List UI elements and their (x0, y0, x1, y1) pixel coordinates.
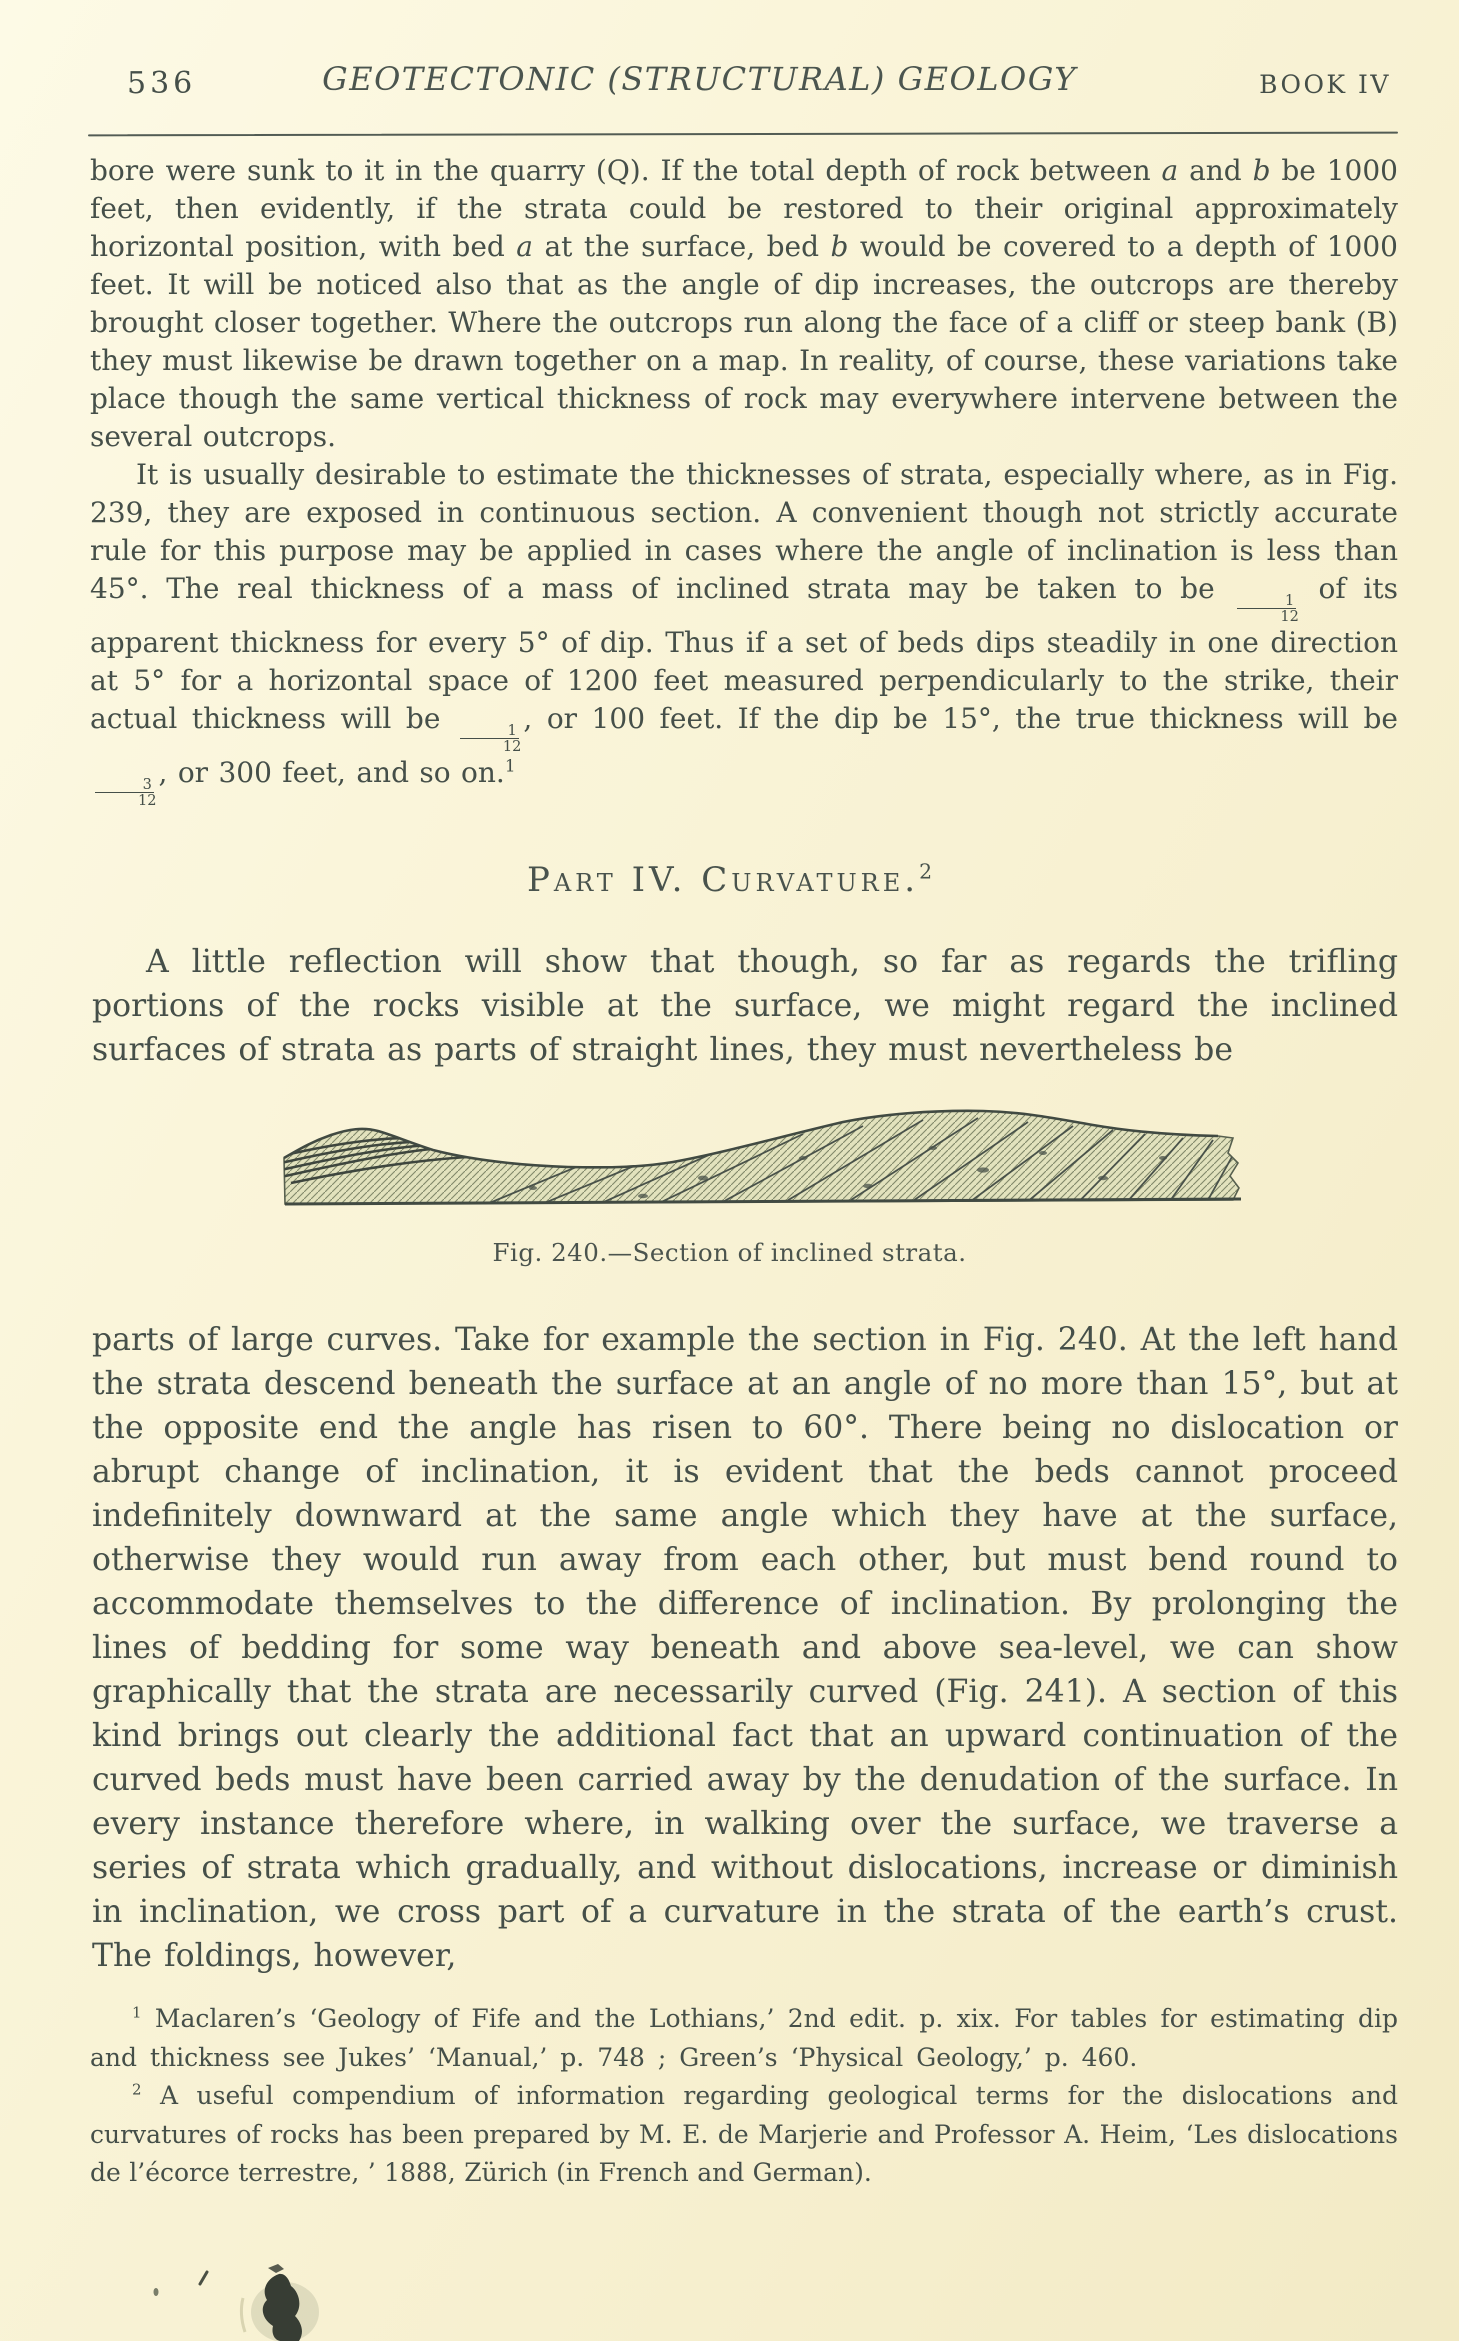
footnote-1: $^1$ Maclaren’s ‘Geology of Fife and the Lothians,’ 2nd edit. p. xix. For tables for estimating dip and thickness see Jukes’ ‘Manual,’ p. 748 ; Green’s ‘Physical Geology,’ p. 460. (90, 2003, 1398, 2072)
page-number: 536 (127, 66, 197, 101)
book-label: BOOK IV (1259, 70, 1391, 99)
main-text-section (92, 940, 1398, 1072)
paragraph: A little reflection will show that though, so far as regards the trifling portions of the rocks visible at the surface, we might regard the inclined surfaces of strata as parts of straight lines, they must nevertheless be (92, 944, 1398, 1068)
paragraph: It is usually desirable to estimate the thicknesses of strata, especially where, as in Fig. 239, they are exposed in continuous section. A convenient though not strictly accurate rule for this purpose may be applied in cases where the angle of inclination is less than 45°. The real thickness of a mass of inclined strata may be taken to be $\frac{1}{12}$ of its apparent thickness for every 5° of dip. Thus if a set of beds dips steadily in one direction at 5° for a horizontal space of 1200 feet measured perpendicularly to the strike, their actual thickness will be $\frac{1}{12}$ , or 100 feet. If the dip be 15°, the true thickness will be $\frac{3}{12}$ , or 300 feet, and so on.$^1$ (90, 458, 1398, 810)
small-type-section (90, 152, 1398, 808)
figure-240-section-of-inclined-strata (283, 1108, 1251, 1216)
main-text-section-2 (92, 1318, 1398, 1978)
running-title: GEOTECTONIC (STRUCTURAL) GEOLOGY (322, 60, 1077, 98)
header-rule (88, 132, 1398, 137)
footnote-2: $^2$ A useful compendium of information regarding geological terms for the dislocations and curvatures of rocks has been prepared by M. E. de Marjerie and Professor A. Heim, ‘Les dislocations de l’écorce terrestre, ’ 1888, Zürich (in French and German). (90, 2080, 1398, 2187)
ink-blot-artifact (140, 2262, 370, 2341)
figure-caption: Fig. 240.—Section of inclined strata. (492, 1238, 967, 1267)
part-heading: Part IV. Curvature.$^2$ (526, 859, 933, 900)
paragraph: bore were sunk to it in the quarry (Q). If the total depth of rock between a and b be 1000 feet, then evidently, if the strata could be restored to their original approximately horizontal position, with bed a at the surface, bed b would be covered to a depth of 1000 feet. It will be noticed also that as the angle of dip increases, the outcrops are thereby brought closer together. Where the outcrops run along the face of a cliff or steep bank (B) they must likewise be drawn together on a map. In reality, of course, these variations take place though the same vertical thickness of rock may everywhere intervene between the several outcrops. (90, 154, 1398, 453)
paragraph: parts of large curves. Take for example the section in Fig. 240. At the left hand the strata descend beneath the surface at an angle of no more than 15°, but at the opposite end the angle has risen to 60°. There being no dislocation or abrupt change of inclination, it is evident that the beds cannot proceed indefinitely downward at the same angle which they have at the surface, otherwise they would run away from each other, but must bend round to accommodate themselves to the difference of inclination. By prolonging the lines of bedding for some way beneath and above sea-level, we can show graphically that the strata are necessarily curved (Fig. 241). A section of this kind brings out clearly the additional fact that an upward continuation of the curved beds must have been carried away by the denudation of the surface. In every instance therefore where, in walking over the surface, we traverse a series of strata which gradually, and without dislocations, increase or diminish in inclination, we cross part of a curvature in the strata of the earth’s crust. The foldings, however, (92, 1322, 1398, 1974)
footnotes (90, 2000, 1398, 2193)
inclined-strata-illustration (283, 1108, 1251, 1216)
